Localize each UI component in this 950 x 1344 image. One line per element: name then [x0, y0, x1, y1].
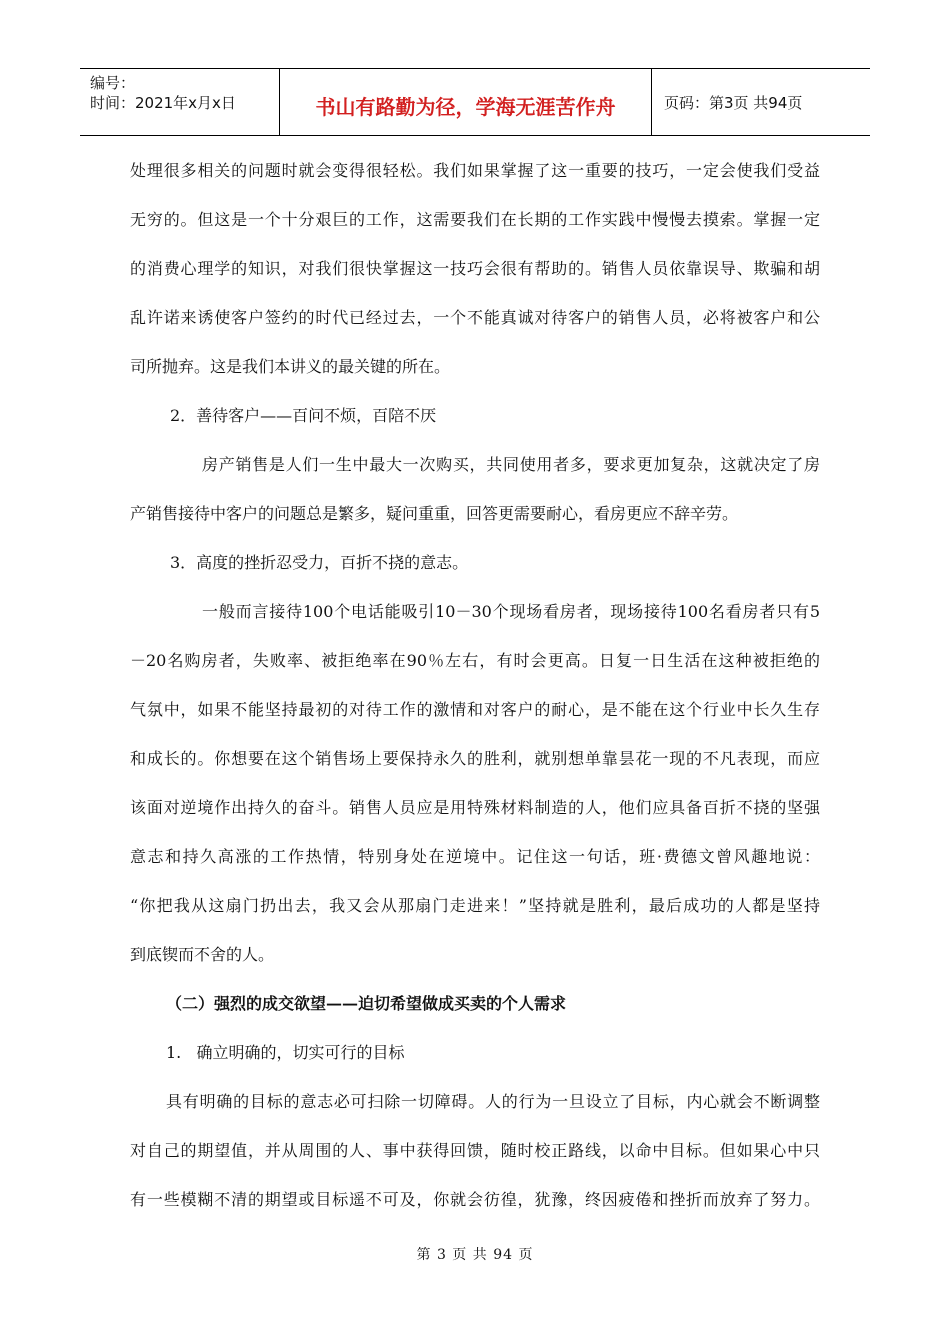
body-line: 具有明确的目标的意志必可扫除一切障碍。人的行为一旦设立了目标，内心就会不断调整	[166, 1092, 820, 1111]
body-line: 处理很多相关的问题时就会变得很轻松。我们如果掌握了这一重要的技巧，一定会使我们受益	[130, 161, 820, 180]
body-line: 房产销售是人们一生中最大一次购买，共同使用者多，要求更加复杂，这就决定了房	[202, 455, 820, 474]
section-heading: 1. 确立明确的，切实可行的目标	[166, 1043, 405, 1062]
body-line: 一般而言接待100个电话能吸引10－30个现场看房者，现场接待100名看房者只有5	[202, 602, 820, 621]
body-line: 和成长的。你想要在这个销售场上要保持永久的胜利，就别想单靠昙花一现的不凡表现，而应	[130, 749, 820, 768]
page-footer: 第 3 页 共 94 页	[416, 1247, 534, 1263]
body-line: －20名购房者，失败率、被拒绝率在90％左右，有时会更高。日复一日生活在这种被拒绝的	[130, 651, 820, 670]
header-page-info: 页码：第3页 共94页	[664, 93, 803, 112]
document-number-label: 编号：	[90, 74, 136, 92]
body-line: 该面对逆境作出持久的奋斗。销售人员应是用特殊材料制造的人，他们应具备百折不挠的坚强	[130, 798, 820, 817]
document-body	[130, 146, 820, 1224]
body-line: 无穷的。但这是一个十分艰巨的工作，这需要我们在长期的工作实践中慢慢去摸索。掌握一定	[130, 210, 820, 229]
body-line: 产销售接待中客户的问题总是繁多，疑问重重，回答更需要耐心，看房更应不辞辛劳。	[130, 504, 739, 523]
header-motto: 书山有路勤为径，学海无涯苦作舟	[280, 69, 652, 135]
header-table	[80, 68, 870, 136]
body-line: 乱许诺来诱使客户签约的时代已经过去，一个不能真诚对待客户的销售人员，必将被客户和公	[130, 308, 820, 327]
body-line: “你把我从这扇门扔出去，我又会从那扇门走进来！”坚持就是胜利，最后成功的人都是坚持	[130, 896, 820, 915]
header-meta-cell	[80, 69, 280, 135]
body-line: 意志和持久高涨的工作热情，特别身处在逆境中。记住这一句话，班·费德文曾风趣地说：	[130, 847, 820, 866]
body-line: 司所抛弃。这是我们本讲义的最关键的所在。	[130, 357, 451, 376]
document-time-label: 时间：2021年x月x日	[90, 94, 236, 112]
body-line: 到底锲而不舍的人。	[130, 945, 275, 964]
body-line: 的消费心理学的知识，对我们很快掌握这一技巧会很有帮助的。销售人员依靠误导、欺骗和胡	[130, 259, 820, 278]
section-heading: 3．高度的挫折忍受力，百折不挠的意志。	[170, 553, 469, 572]
body-line: 对自己的期望值，并从周围的人、事中获得回馈，随时校正路线，以命中目标。但如果心中只	[130, 1141, 820, 1160]
chapter-heading: （二）强烈的成交欲望——迫切希望做成买卖的个人需求	[166, 994, 567, 1013]
body-line: 气氛中，如果不能坚持最初的对待工作的激情和对客户的耐心，是不能在这个行业中长久生存	[130, 700, 820, 719]
section-heading: 2．善待客户——百问不烦，百陪不厌	[170, 406, 437, 425]
body-line: 有一些模糊不清的期望或目标遥不可及，你就会彷徨，犹豫，终因疲倦和挫折而放弃了努力。	[130, 1190, 820, 1209]
